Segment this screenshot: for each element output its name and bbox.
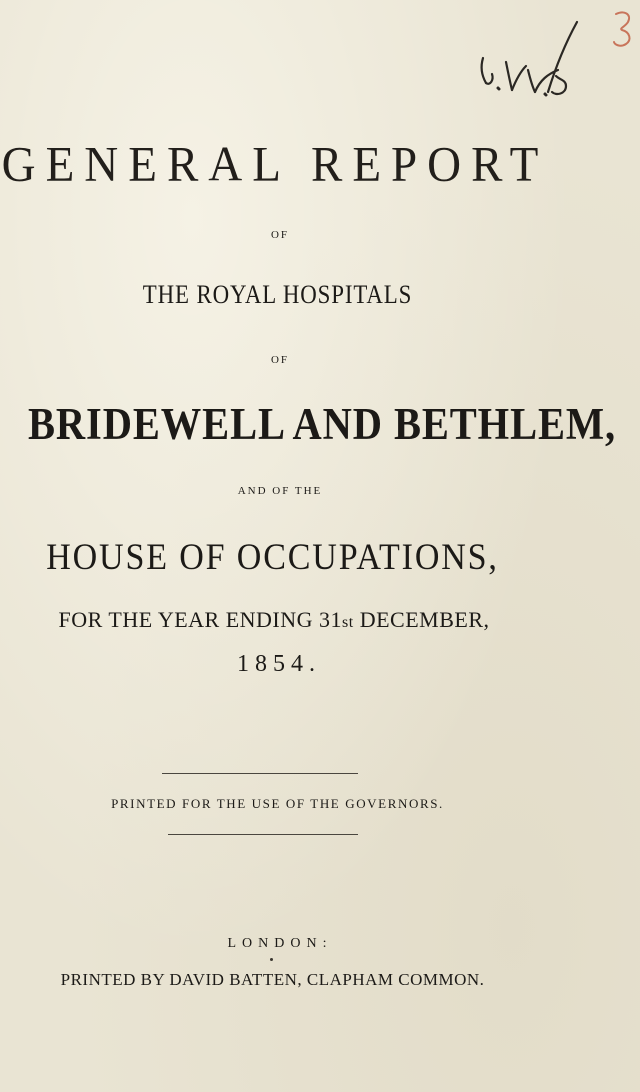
year-ending-line xyxy=(0,607,548,633)
ordinal-suffix: st xyxy=(342,614,354,631)
printer-imprint: PRINTED BY DAVID BATTEN, CLAPHAM COMMON. xyxy=(60,970,485,989)
handwritten-shelfmark xyxy=(0,0,640,120)
report-title: GENERAL REPORT xyxy=(1,137,549,193)
report-year: 1854. xyxy=(237,651,321,677)
divider-rule xyxy=(168,834,358,835)
ornament-dot xyxy=(270,958,273,961)
bridewell-bethlem-heading: BRIDEWELL AND BETHLEM, xyxy=(28,399,617,449)
year-ending-month: DECEMBER, xyxy=(353,607,490,632)
divider-rule xyxy=(162,773,358,774)
year-ending-text: FOR THE YEAR ENDING 31 xyxy=(58,607,343,632)
house-of-occupations-heading: HOUSE OF OCCUPATIONS, xyxy=(46,537,499,578)
royal-hospitals-heading: THE ROYAL HOSPITALS xyxy=(142,280,413,309)
connector-of: OF xyxy=(270,354,290,366)
connector-of: OF xyxy=(270,229,290,241)
place-of-publication: LONDON: xyxy=(227,936,333,951)
connector-and-of-the: AND OF THE xyxy=(237,485,323,497)
printed-for-line: PRINTED FOR THE USE OF THE GOVERNORS. xyxy=(111,796,444,811)
